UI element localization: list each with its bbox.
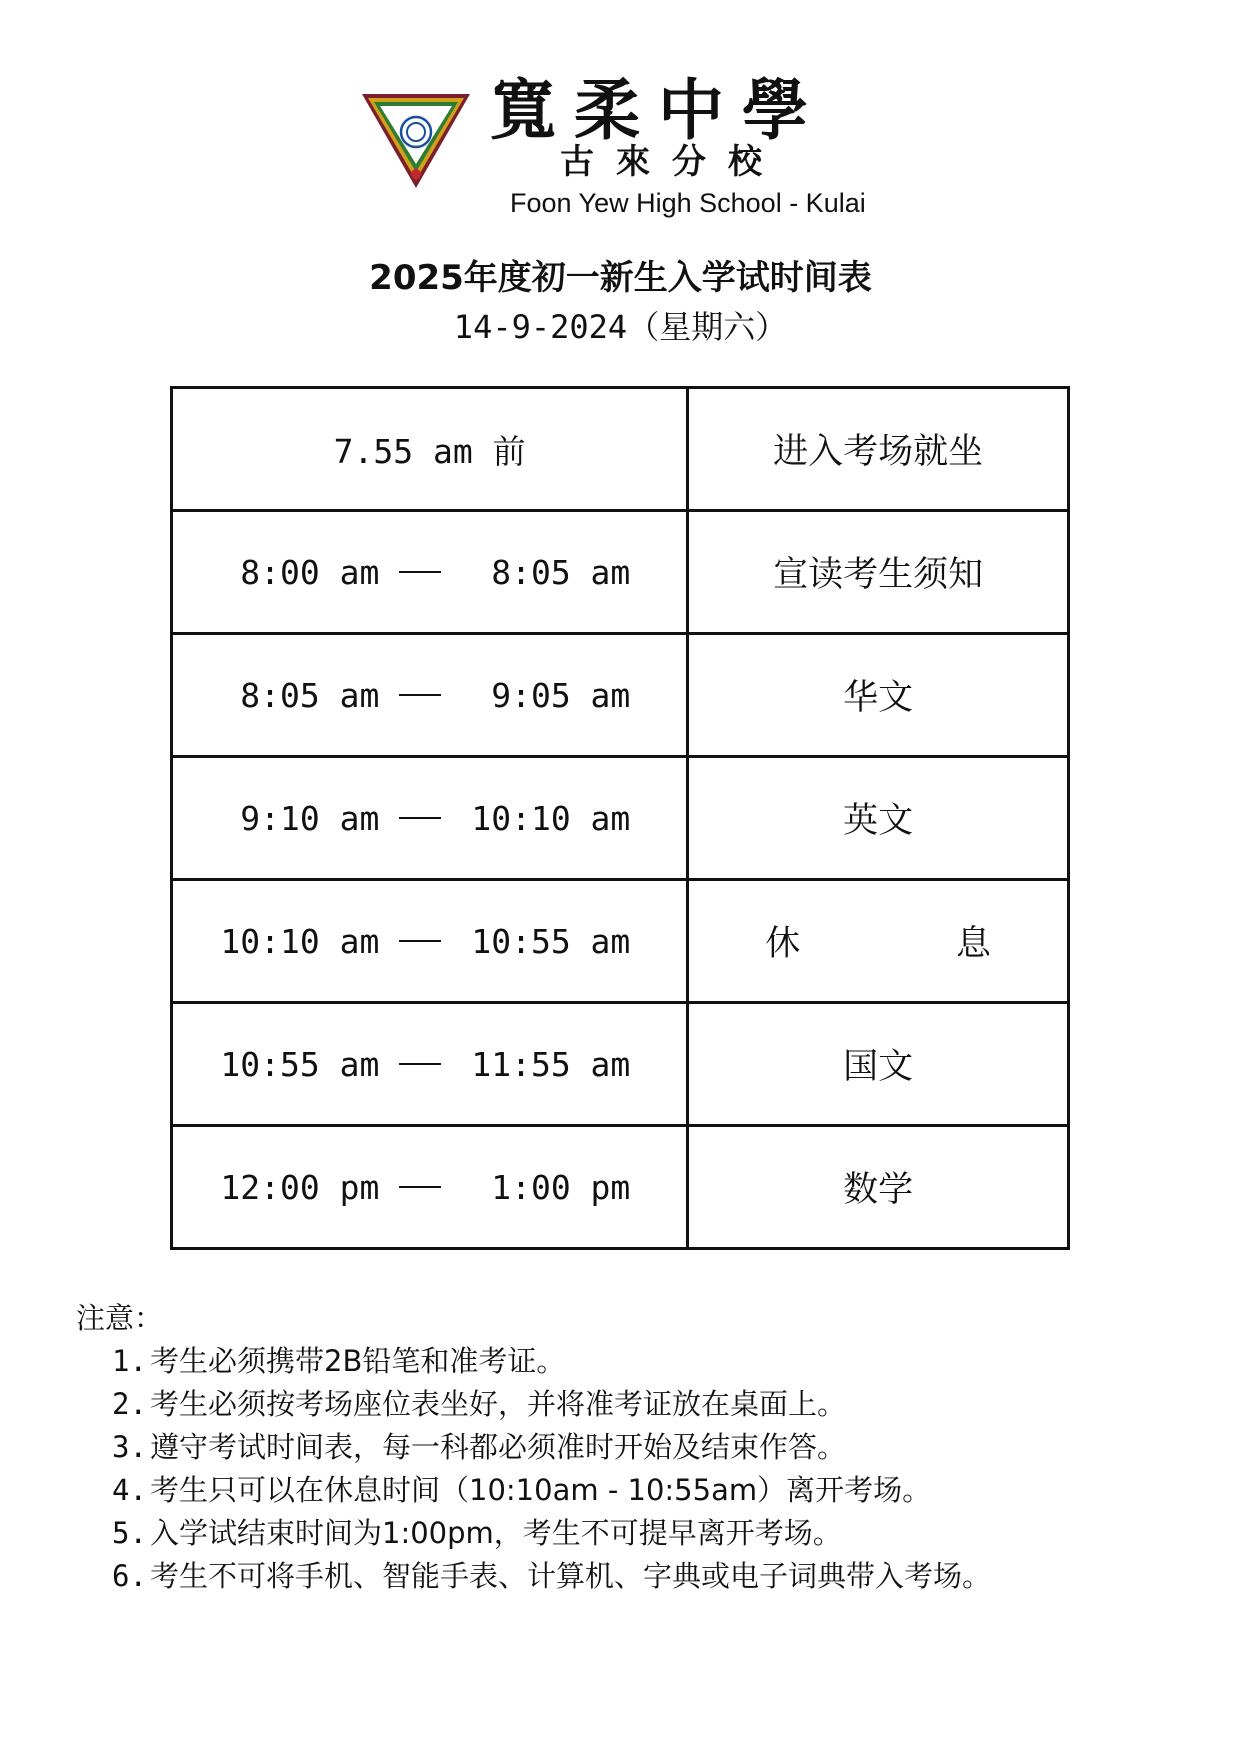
table-row — [172, 634, 1069, 757]
subject-cell — [688, 880, 1069, 1003]
school-name-chinese: 寬柔中學 — [490, 71, 826, 149]
item-number: 3. — [112, 1430, 147, 1464]
subject-cell: 英文 — [688, 757, 1069, 880]
time-cell — [172, 880, 688, 1003]
subject-cell: 数学 — [688, 1126, 1069, 1249]
end-time: 8:05 am — [471, 552, 631, 592]
table-row — [172, 1126, 1069, 1249]
dash-separator — [399, 694, 441, 696]
start-time: 12:00 pm — [220, 1167, 380, 1207]
table-row — [172, 511, 1069, 634]
item-text: 入学试结束时间为1:00pm，考生不可提早离开考场。 — [150, 1516, 842, 1550]
table-row — [172, 388, 1069, 511]
break-label-left: 休 — [765, 924, 801, 964]
exam-date: 14-9-2024（星期六） — [453, 308, 788, 346]
item-text: 考生必须携带2B铅笔和准考证。 — [150, 1344, 566, 1378]
break-label-right: 息 — [955, 924, 991, 964]
table-row — [172, 880, 1069, 1003]
item-number: 6. — [112, 1559, 147, 1593]
dash-separator — [399, 1063, 441, 1065]
time-cell — [172, 1003, 688, 1126]
item-text: 考生只可以在休息时间（10:10am - 10:55am）离开考场。 — [150, 1473, 932, 1507]
time-range: 7.55 am 前 — [333, 431, 526, 471]
end-time: 11:55 am — [471, 1044, 631, 1084]
notes-heading: 注意： — [76, 1301, 164, 1335]
notes-list — [76, 1340, 1186, 1598]
end-time: 10:10 am — [471, 798, 631, 838]
subject-cell: 国文 — [688, 1003, 1069, 1126]
end-time: 9:05 am — [471, 675, 631, 715]
time-cell — [172, 511, 688, 634]
item-number: 1. — [112, 1344, 147, 1378]
table-row — [172, 1003, 1069, 1126]
list-item — [112, 1426, 1186, 1469]
time-cell — [172, 388, 688, 511]
list-item — [112, 1555, 1186, 1598]
school-header — [360, 70, 880, 230]
list-item — [112, 1469, 1186, 1512]
start-time: 8:05 am — [240, 675, 380, 715]
start-time: 9:10 am — [240, 798, 380, 838]
branch-name-chinese: 古來分校 — [560, 142, 784, 182]
end-time: 1:00 pm — [471, 1167, 631, 1207]
exam-schedule-table — [170, 386, 1070, 1250]
item-number: 5. — [112, 1516, 147, 1550]
dash-separator — [399, 571, 441, 573]
list-item — [112, 1340, 1186, 1383]
dash-separator — [399, 817, 441, 819]
end-time: 10:55 am — [471, 921, 631, 961]
start-time: 8:00 am — [240, 552, 380, 592]
start-time: 10:10 am — [220, 921, 380, 961]
start-time: 10:55 am — [220, 1044, 380, 1084]
subject-cell: 进入考场就坐 — [688, 388, 1069, 511]
school-name-english: Foon Yew High School - Kulai — [510, 188, 866, 218]
item-text: 考生必须按考场座位表坐好，并将准考证放在桌面上。 — [150, 1387, 847, 1421]
time-cell — [172, 1126, 688, 1249]
item-number: 2. — [112, 1387, 147, 1421]
item-text: 遵守考试时间表，每一科都必须准时开始及结束作答。 — [150, 1430, 847, 1464]
time-cell — [172, 757, 688, 880]
list-item — [112, 1512, 1186, 1555]
dash-separator — [399, 1186, 441, 1188]
time-cell — [172, 634, 688, 757]
school-crest-logo — [360, 90, 472, 190]
table-row — [172, 757, 1069, 880]
subject-cell: 宣读考生须知 — [688, 511, 1069, 634]
document-title: 2025年度初一新生入学试时间表 — [369, 258, 872, 298]
notes-section — [76, 1296, 1186, 1598]
dash-separator — [399, 940, 441, 942]
subject-cell: 华文 — [688, 634, 1069, 757]
list-item — [112, 1383, 1186, 1426]
item-number: 4. — [112, 1473, 147, 1507]
item-text: 考生不可将手机、智能手表、计算机、字典或电子词典带入考场。 — [150, 1559, 992, 1593]
